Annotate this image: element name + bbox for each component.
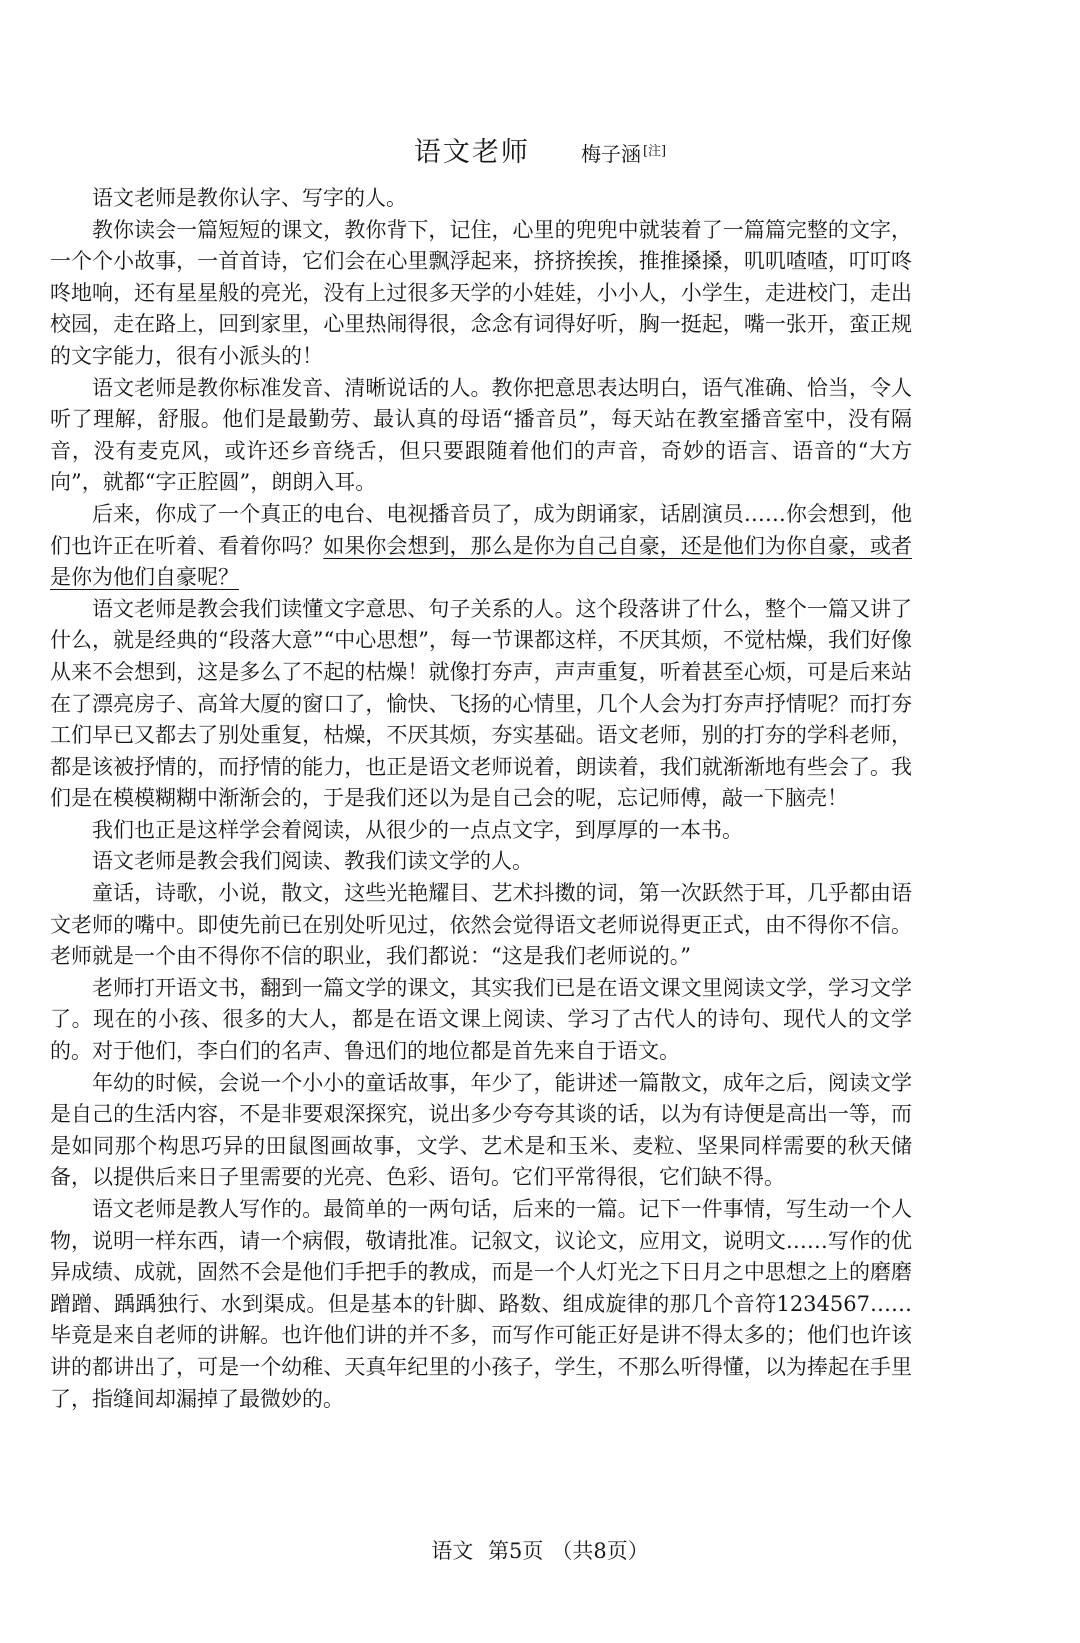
- footer-subject: 语文: [431, 1539, 474, 1563]
- paragraph: 语文老师是教人写作的。最简单的一两句话，后来的一篇。记下一件事情，写生动一个人物，说明一样东西，请一个病假，敬请批准。记叙文，议论文，应用文，说明文……写作的优异成绩、成就，固然不会是他们手把手的教成，而是一个人灯光之下日月之中思想之上的磨磨蹭蹭、踽踽独行、水到渠成。但是基本的针脚、路数、组成旋律的那几个音符1234567……毕竟是来自老师的讲解。也许他们讲的并不多，而写作可能正好是讲不得太多的；他们也许该讲的都讲出了，可是一个幼稚、天真年纪里的小孩子，学生，不那么听得懂，以为捧起在手里了，指缝间却漏掉了最微妙的。: [50, 1197, 912, 1411]
- page-footer: [0, 1535, 1080, 1565]
- paragraph: 语文老师是教你认字、写字的人。: [92, 186, 407, 210]
- paragraph: 年幼的时候，会说一个小小的童话故事，年少了，能讲述一篇散文，成年之后，阅读文学是自己的生活内容，不是非要艰深探究，说出多少夸夸其谈的话，以为有诗便是高出一等，而是如同那个构思巧异的田鼠图画故事，文学、艺术是和玉米、麦粒、坚果同样需要的秋天储备，以提供后来日子里需要的光亮、色彩、语句。它们平常得很，它们缺不得。: [50, 1070, 912, 1190]
- article-body: [50, 183, 912, 1415]
- paragraph: 我们也正是这样学会着阅读，从很少的一点点文字，到厚厚的一本书。: [92, 817, 743, 842]
- title-row: [0, 130, 1080, 169]
- footer-page-number: 第5页: [487, 1539, 544, 1563]
- article-title: 语文老师: [413, 137, 530, 168]
- underlined-sentence: 如果你会想到，那么是你为自己自豪，还是他们为你自豪，或者是你为他们自豪呢？: [50, 533, 913, 590]
- footer-total-pages: （共8页）: [551, 1539, 649, 1563]
- paragraph: 童话，诗歌，小说，散文，这些光艳耀目、艺术抖擞的词，第一次跃然于耳，几乎都由语文老师的嘴中。即使先前已在别处听见过，依然会觉得语文老师说得更正式，由不得你不信。老师就是一个由不得你不信的职业，我们都说：“这是我们老师说的。”: [50, 881, 912, 969]
- footnote-marker: [注]: [642, 143, 667, 159]
- paragraph: 语文老师是教会我们阅读、教我们读文学的人。: [92, 849, 533, 874]
- paragraph: [50, 499, 912, 594]
- paragraph: 语文老师是教你标准发音、清晰说话的人。教你把意思表达明白，语气准确、恰当，令人听了理解，舒服。他们是最勤劳、最认真的母语“播音员”，每天站在教室播音室中，没有隔音，没有麦克风，或许还乡音绕舌，但只要跟随着他们的声音，奇妙的语言、语音的“大方向”，就都“字正腔圆”，朗朗入耳。: [50, 375, 912, 495]
- paragraph-text: 后来，你成了一个真正的电台、电视播音员了，成为朗诵家，话剧演员……你会想到，他们也许正在听着、看着你吗？: [50, 501, 912, 558]
- paragraph: 教你读会一篇短短的课文，教你背下，记住，心里的兜兜中就装着了一篇篇完整的文字，一个个小故事，一首首诗，它们会在心里飘浮起来，挤挤挨挨，推推搡搡，叽叽喳喳，叮叮咚咚地响，还有星星般的亮光，没有上过很多天学的小娃娃，小小人，小学生，走进校门，走出校园，走在路上，回到家里，心里热闹得很，念念有词得好听，胸一挺起，嘴一张开，蛮正规的文字能力，很有小派头的！: [50, 217, 912, 368]
- paragraph: 老师打开语文书，翻到一篇文学的课文，其实我们已是在语文课文里阅读文学，学习文学了。现在的小孩、很多的大人，都是在语文课上阅读、学习了古代人的诗句、现代人的文学的。对于他们，李白们的名声、鲁迅们的地位都是首先来自于语文。: [50, 975, 912, 1064]
- author-name: 梅子涵: [580, 142, 641, 166]
- paragraph: 语文老师是教会我们读懂文字意思、句子关系的人。这个段落讲了什么，整个一篇又讲了什么，就是经典的“段落大意”“中心思想”，每一节课都这样，不厌其烦，不觉枯燥，我们好像从来不会想到，这是多么了不起的枯燥！就像打夯声，声声重复，听着甚至心烦，可是后来站在了漂亮房子、高耸大厦的窗口了，愉快、飞扬的心情里，几个人会为打夯声抒情呢？而打夯工们早已又都去了别处重复，枯燥，不厌其烦，夯实基础。语文老师，别的打夯的学科老师，都是该被抒情的，而抒情的能力，也正是语文老师说着，朗读着，我们就渐渐地有些会了。我们是在模模糊糊中渐渐会的，于是我们还以为是自己会的呢，忘记师傅，敲一下脑壳！: [50, 596, 912, 811]
